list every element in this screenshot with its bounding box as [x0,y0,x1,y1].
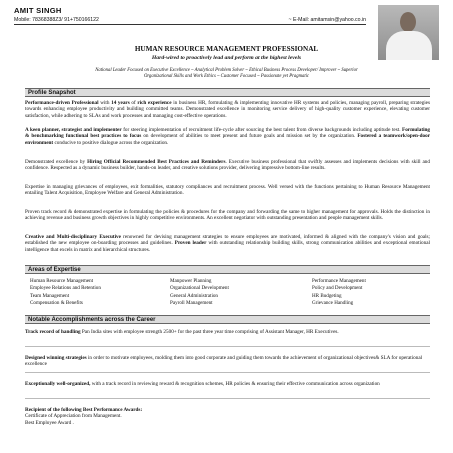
accomplishments-heading: Notable Accomplishments across the Career [25,315,430,324]
accomplishment-2: Designed winning strategies in order to motivate employees, molding them into good corporate and guiding them towards the achievement of organizational objectives& SLA for operational excellence [25,355,423,368]
expertise-item: Organizational Development [170,285,229,292]
expertise-column-1 [30,278,101,307]
award-item: Best Employee Award . [25,419,74,426]
expertise-item: Human Resource Management [30,278,94,284]
mobile-number: Mobile: 78368388Z3/ 91+750166122 [14,17,99,23]
accomplishment-divider [25,346,430,347]
tagline: Hard-wired to proactively lead and perform at the highest levels [151,55,302,61]
expertise-item: HR Budgeting [312,292,342,299]
profile-paragraph-2: A keen planner, strategist and implementer for steering implementation of recruitment life-cycle after sourcing the best talent from diverse backgrounds including aptitude test. Formulating & benchmarking functional best practices to focus on development of abilities to meet present and future goals and mission set by the organization. Fostered a teamwork/open-door environment conducive to positive dialogue across the organization. [25,127,431,146]
resume-header [14,6,439,23]
job-title: HUMAN RESOURCE MANAGEMENT PROFESSIONAL [134,45,319,53]
profile-paragraph-6: Creative and Multi-disciplinary Executive renowned for devising management strategies to ensure employees are motivated, informed & aligned with the company's vision and goals; established the new employee on-boarding processes and guidelines. Proven leader with outstanding relationship building skills, strong communication abilities and exceptional emotional intelligence that excels in matrix and hierarchical structures. [25,234,430,253]
email-address[interactable]: ~ E-Mail: amitamsin@yahoo.co.in [288,17,366,23]
skills-summary [30,68,423,81]
accomplishment-divider [25,372,430,373]
skills-line-2: Organizational Skills and Work Ethics ~ Customer Focused ~ Passionate yet Pragmatic [144,74,309,80]
expertise-item: Payroll Management [170,299,213,306]
profile-paragraph-4: Expertise in managing grievances of employees, exit formalities, statutory compliances and recruitment process. Well versed with the functions pertaining to Human Resource Management entailing Talent Acquisition, Employee Welfare and General Administration. [25,184,430,197]
profile-paragraph-5: Proven track record & demonstrated expertise in formulating the policies & procedures for the company and forwarding the same to higher management for approvals. Holds the distinction in achieving revenue and business growth objectives in highly competitive environments. An excellent negotiator with outstanding presentation and people management skills. [25,209,430,222]
candidate-name: AMIT SINGH [14,6,62,15]
accomplishment-3: Exceptionally well-organized, with a track record in reviewing reward & recognition schemes, HR policies & ensuring their effective communication across organization [25,381,380,387]
expertise-column-3 [312,278,366,307]
accomplishment-1: Track record of handling Pan India sites with employee strength 2500+ for the past three year time comprising of Assistant Manager, HR Executives. [25,329,339,335]
expertise-item: Policy and Development [312,285,363,292]
expertise-item: General Administration [170,292,218,299]
accomplishment-divider [25,398,430,399]
skills-line-1: National Leader Focused on Executive Excellence ~ Analytical Problem Solver ~ Ethical Business Process Developer/ Improver ~ Superior [95,68,358,73]
expertise-item: Performance Management [312,278,366,284]
profile-paragraph-3: Demonstrated excellence by Hiring Official Recommended Best Practices and Reminders. Executive business professional that swiftly assesses and implements decisions with skill and confidence. Respected as a dynamic business builder, hands-on leader, and creative solutions provider, delivering impressive bottom-line results. [25,159,430,172]
header-divider [14,24,366,25]
expertise-column-2 [170,278,229,307]
profile-snapshot-heading: Profile Snapshot [25,88,430,97]
areas-of-expertise-heading: Areas of Expertise [25,265,430,274]
expertise-item: Manpower Planning [170,278,212,284]
expertise-item: Team Management [30,292,70,299]
accomplishment-4: Recipient of the following Best Performance Awards: Certificate of Appreciation from Management. Best Employee Award . [25,407,430,426]
expertise-item: Grievance Handling [312,299,354,306]
expertise-item: Employee Relations and Retention [30,285,101,292]
award-item: Certificate of Appreciation from Management. [25,413,122,420]
expertise-item: Compensation & Benefits [30,299,83,306]
profile-paragraph-1: Performance-driven Professional with 14 years of rich experience in business HR, formulating & implementing innovative HR systems and policies, managing payroll, preparing strategies towards enhancing employee productivity and building committed teams. Demonstrated excellence in monitoring service delivery of high-quality customer experience, elevating customer satisfaction, while adhering to SLAs and work processes and managing cost-effective operations. [25,100,430,119]
